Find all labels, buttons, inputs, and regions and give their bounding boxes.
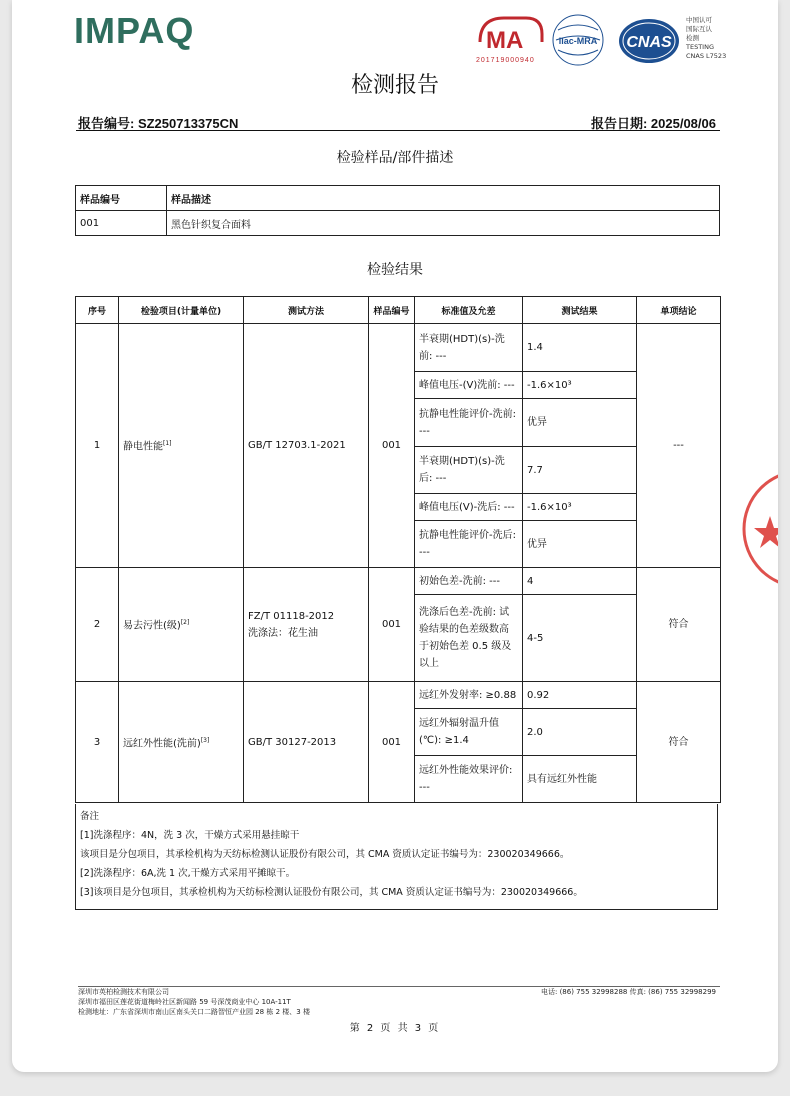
result-cell: -1.6×10³ bbox=[523, 494, 637, 521]
method-code: FZ/T 01118-2012 bbox=[248, 610, 335, 622]
report-page bbox=[12, 0, 778, 1072]
standard-cell: 峰值电压(V)-洗后: --- bbox=[415, 494, 523, 521]
test-item-cell bbox=[119, 568, 244, 682]
report-title: 检测报告 bbox=[350, 73, 439, 98]
result-cell: 优异 bbox=[523, 399, 637, 447]
result-cell: 1.4 bbox=[523, 324, 637, 372]
row-number-cell: 1 bbox=[76, 324, 119, 568]
sample-header-cell: 样品编号 bbox=[76, 186, 167, 211]
results-section-title: 检验结果 bbox=[367, 262, 423, 278]
footer-address: 深圳市福田区莲花街道梅岭社区新闻路 59 号深茂商业中心 10A-11T bbox=[78, 998, 291, 1006]
standard-cell: 远红外性能效果评价: --- bbox=[415, 756, 523, 803]
sample-table-header bbox=[76, 186, 720, 211]
sample-table bbox=[75, 185, 720, 236]
result-cell: 具有远红外性能 bbox=[523, 756, 637, 803]
results-table bbox=[75, 296, 721, 803]
test-item-label: 远红外性能(洗前) bbox=[123, 738, 201, 750]
report-number: 报告编号: SZ250713375CN bbox=[78, 116, 239, 131]
results-header-row bbox=[76, 297, 721, 324]
table-row bbox=[76, 324, 721, 372]
table-row bbox=[76, 211, 720, 236]
sample-section-title: 检验样品/部件描述 bbox=[336, 150, 454, 166]
standard-cell: 峰值电压-(V)洗前: --- bbox=[415, 372, 523, 399]
footer-test-address: 检测地址：广东省深圳市南山区南头关口二路智恒产业园 28 栋 2 楼、3 楼 bbox=[78, 1008, 310, 1016]
note-line: [1]洗涤程序：4N，洗 3 次，干燥方式采用悬挂晾干 bbox=[80, 830, 300, 841]
sample-no-cell: 001 bbox=[369, 682, 415, 803]
method-cell bbox=[244, 568, 369, 682]
cnas-accreditation-text bbox=[686, 16, 726, 61]
standard-cell: 半衰期(HDT)(s)-洗后: --- bbox=[415, 447, 523, 494]
method-detail: 洗涤法：花生油 bbox=[248, 627, 318, 639]
sample-no-cell: 001 bbox=[369, 568, 415, 682]
cma-number: 201719000940 bbox=[476, 57, 535, 64]
impaq-logo: IMPAQ bbox=[74, 10, 195, 51]
notes-title: 备注 bbox=[80, 811, 100, 822]
result-cell: 2.0 bbox=[523, 709, 637, 756]
cnas-line: 国际互认 bbox=[686, 25, 712, 33]
test-item-cell bbox=[119, 324, 244, 568]
result-cell: 4-5 bbox=[523, 595, 637, 682]
header-cell: 测试结果 bbox=[523, 297, 637, 324]
sample-desc-cell: 黑色针织复合面料 bbox=[167, 211, 720, 236]
footnote-ref: [1] bbox=[163, 440, 172, 448]
row-number-cell: 2 bbox=[76, 568, 119, 682]
standard-cell: 抗静电性能评价-洗后: --- bbox=[415, 521, 523, 568]
standard-cell: 远红外发射率: ≥0.88 bbox=[415, 682, 523, 709]
result-cell: 0.92 bbox=[523, 682, 637, 709]
method-cell: GB/T 30127-2013 bbox=[244, 682, 369, 803]
test-item-cell bbox=[119, 682, 244, 803]
header-cell: 标准值及允差 bbox=[415, 297, 523, 324]
standard-cell: 初始色差-洗前: --- bbox=[415, 568, 523, 595]
ilac-mra-mark-icon bbox=[548, 12, 610, 70]
cnas-mark-icon bbox=[616, 16, 682, 66]
notes-box bbox=[75, 804, 718, 910]
sample-no-cell: 001 bbox=[369, 324, 415, 568]
standard-cell: 抗静电性能评价-洗前: --- bbox=[415, 399, 523, 447]
note-line: 该项目是分包项目，其承检机构为天纺标检测认证股份有限公司，其 CMA 资质认定证书编号为：230020349666。 bbox=[80, 849, 570, 860]
test-item-label: 易去污性(级) bbox=[123, 620, 181, 632]
header-cell: 检验项目(计量单位) bbox=[119, 297, 244, 324]
note-line: [3]该项目是分包项目，其承检机构为天纺标检测认证股份有限公司，其 CMA 资质认定证书编号为：230020349666。 bbox=[80, 887, 583, 898]
svg-text:MA: MA bbox=[486, 27, 524, 54]
method-cell: GB/T 12703.1-2021 bbox=[244, 324, 369, 568]
footer-contact: 电话: (86) 755 32998288 传真: (86) 755 32998299 bbox=[540, 988, 716, 996]
table-row bbox=[76, 682, 721, 709]
result-cell: 7.7 bbox=[523, 447, 637, 494]
conclusion-cell: --- bbox=[637, 324, 721, 568]
conclusion-cell: 符合 bbox=[637, 682, 721, 803]
result-cell: -1.6×10³ bbox=[523, 372, 637, 399]
note-line: [2]洗涤程序：6A,洗 1 次,干燥方式采用平摊晾干。 bbox=[80, 868, 296, 879]
result-cell: 4 bbox=[523, 568, 637, 595]
footnote-ref: [2] bbox=[180, 619, 190, 627]
row-number-cell: 3 bbox=[76, 682, 119, 803]
standard-cell: 远红外辐射温升值(℃): ≥1.4 bbox=[415, 709, 523, 756]
header-cell: 测试方法 bbox=[244, 297, 369, 324]
ilac-label: ilac-MRA bbox=[558, 36, 598, 46]
cnas-label: CNAS bbox=[626, 34, 672, 51]
cnas-line: TESTING bbox=[686, 43, 714, 51]
inspection-stamp-icon bbox=[740, 466, 778, 592]
cnas-line: CNAS L7523 bbox=[686, 52, 727, 60]
cnas-line: 中国认可 bbox=[686, 16, 712, 24]
table-row bbox=[76, 568, 721, 595]
header-cell: 序号 bbox=[76, 297, 119, 324]
conclusion-cell: 符合 bbox=[637, 568, 721, 682]
header-cell: 样品编号 bbox=[369, 297, 415, 324]
sample-id-cell: 001 bbox=[76, 211, 167, 236]
standard-cell: 半衰期(HDT)(s)-洗前: --- bbox=[415, 324, 523, 372]
page-number: 第 2 页 共 3 页 bbox=[349, 1023, 441, 1034]
cnas-line: 检测 bbox=[686, 34, 699, 42]
test-item-label: 静电性能 bbox=[123, 441, 163, 453]
header-cell: 单项结论 bbox=[637, 297, 721, 324]
report-date: 报告日期: 2025/08/06 bbox=[590, 116, 716, 131]
footnote-ref: [3] bbox=[200, 736, 210, 744]
result-cell: 优异 bbox=[523, 521, 637, 568]
standard-cell: 洗涤后色差-洗前: 试验结果的色差级数高于初始色差 0.5 级及以上 bbox=[415, 595, 523, 682]
sample-header-cell: 样品描述 bbox=[167, 186, 720, 211]
footer-company: 深圳市英柏检测技术有限公司 bbox=[78, 988, 169, 996]
header-divider bbox=[76, 130, 720, 131]
cma-mark-icon bbox=[474, 12, 548, 64]
